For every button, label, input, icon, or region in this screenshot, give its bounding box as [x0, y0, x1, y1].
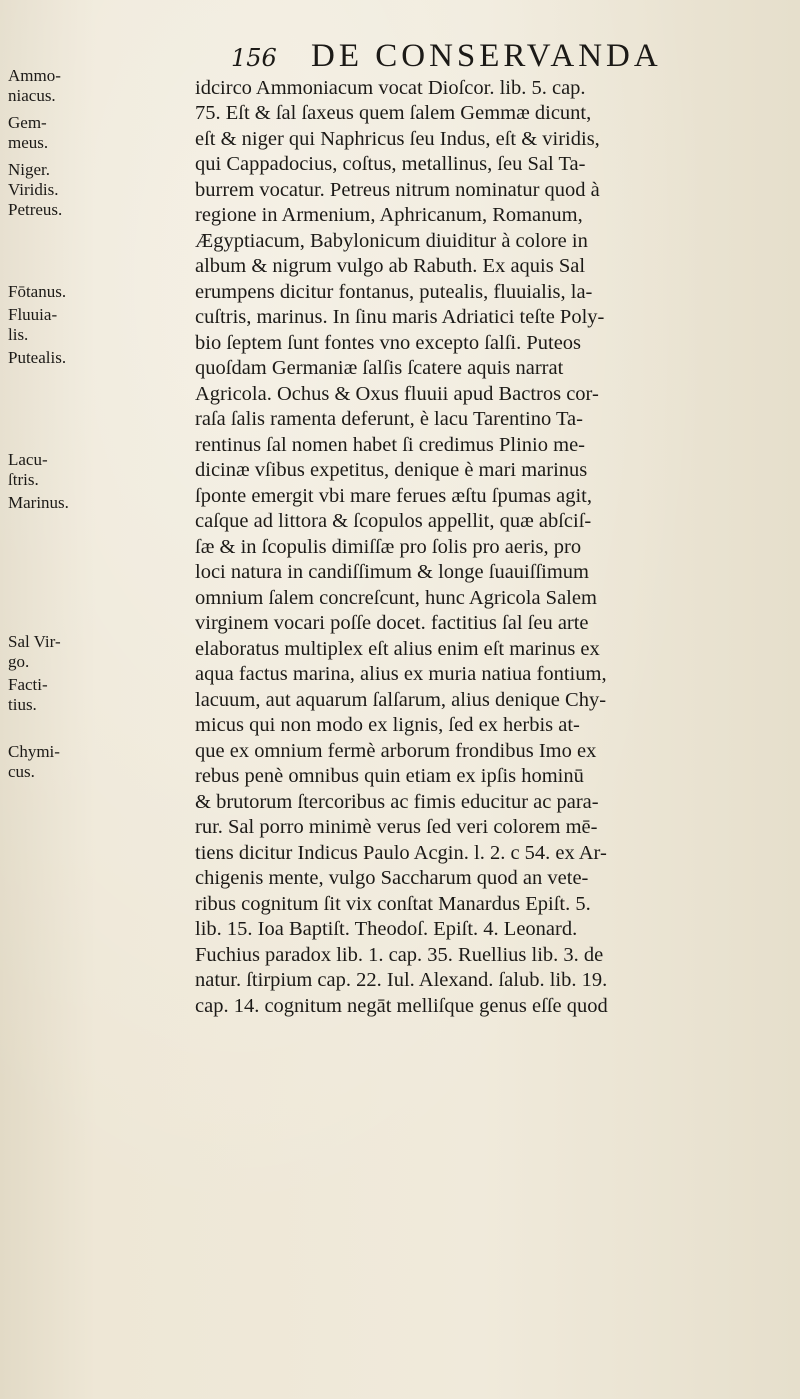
margin-note-line: go. — [8, 652, 30, 671]
margin-note-line: Ammo- — [8, 66, 61, 85]
margin-note-line: meus. — [8, 133, 49, 152]
text-line: ſponte emergit vbi mare ferues æſtu ſpumas agit, — [195, 485, 592, 507]
text-line: ribus cognitum ſit vix conſtat Manardus Epiſt. 5. — [195, 893, 591, 915]
text-line: omnium ſalem concreſcunt, hunc Agricola Salem — [195, 587, 597, 609]
text-line: Agricola. Ochus & Oxus fluuii apud Bactros cor- — [195, 383, 599, 405]
margin-note-line: Niger. — [8, 160, 51, 179]
text-line: aqua factus marina, alius ex muria natiua fontium, — [195, 663, 607, 685]
margin-note — [8, 493, 69, 513]
margin-note — [8, 348, 66, 368]
margin-note-line: Sal Vir- — [8, 632, 61, 651]
margin-note — [8, 200, 62, 220]
margin-note-line: lis. — [8, 325, 29, 344]
page-number: 156 — [231, 44, 277, 72]
margin-note — [8, 66, 61, 106]
margin-note-line: Viridis. — [8, 180, 59, 199]
text-line: rentinus ſal nomen habet ſi credimus Plinio me- — [195, 434, 585, 456]
margin-note — [8, 113, 48, 153]
text-line: 75. Eſt & ſal ſaxeus quem ſalem Gemmæ dicunt, — [195, 102, 592, 124]
margin-note — [8, 160, 58, 200]
text-line: idcirco Ammoniacum vocat Dioſcor. lib. 5. cap. — [195, 77, 586, 99]
margin-note — [8, 282, 66, 302]
margin-note — [8, 450, 48, 490]
text-line: rur. Sal porro minimè verus ſed veri colorem mē- — [195, 816, 598, 838]
text-line: chigenis mente, vulgo Saccharum quod an vete- — [195, 867, 589, 889]
text-line: cuſtris, marinus. In ſinu maris Adriatici teſte Poly- — [195, 306, 605, 328]
text-line: lacuum, aut aquarum ſalſarum, alius denique Chy- — [195, 689, 607, 711]
text-line: Fuchius paradox lib. 1. cap. 35. Ruellius lib. 3. de — [195, 944, 604, 966]
text-line: rebus penè omnibus quin etiam ex ipſis hominū — [195, 765, 584, 787]
margin-note-line: niacus. — [8, 86, 56, 105]
margin-note-line: ſtris. — [8, 470, 39, 489]
text-line: que ex omnium fermè arborum frondibus Imo ex — [195, 740, 597, 762]
margin-note-line: Petreus. — [8, 200, 63, 219]
text-line: Ægyptiacum, Babylonicum diuiditur à colore in — [195, 230, 588, 252]
text-line: regione in Armenium, Aphricanum, Romanum, — [195, 204, 583, 226]
margin-note-line: tius. — [8, 695, 37, 714]
text-line: loci natura in candiſſimum & longe ſuauiſſimum — [195, 561, 589, 583]
text-line: virginem vocari poſſe docet. factitius ſal ſeu arte — [195, 612, 589, 634]
margin-note — [8, 675, 48, 715]
text-line: ſæ & in ſcopulis dimiſſæ pro ſolis pro aeris, pro — [195, 536, 582, 558]
margin-note-line: Marinus. — [8, 493, 69, 512]
text-line: natur. ſtirpium cap. 22. Iul. Alexand. ſalub. lib. 19. — [195, 969, 608, 991]
text-line: quoſdam Germaniæ ſalſis ſcatere aquis narrat — [195, 357, 564, 379]
text-line: bio ſeptem ſunt fontes vno excepto ſalſi. Puteos — [195, 332, 582, 354]
margin-note-line: Putealis. — [8, 348, 67, 367]
margin-note-line: Fluuia- — [8, 305, 58, 324]
body-text — [195, 74, 795, 1384]
text-line: micus qui non modo ex lignis, ſed ex herbis at- — [195, 714, 580, 736]
text-line: lib. 15. Ioa Baptiſt. Theodoſ. Epiſt. 4. Leonard. — [195, 918, 578, 940]
running-head: DE CONSERVANDA — [311, 38, 662, 74]
margin-note-line: Facti- — [8, 675, 48, 694]
margin-note-line: cus. — [8, 762, 35, 781]
margin-note — [8, 305, 57, 345]
margin-note-line: Gem- — [8, 113, 47, 132]
margin-note-line: Fōtanus. — [8, 282, 67, 301]
text-line: erumpens dicitur fontanus, putealis, fluuialis, la- — [195, 281, 593, 303]
text-line: burrem vocatur. Petreus nitrum nominatur quod à — [195, 179, 600, 201]
text-line: & brutorum ſtercoribus ac fimis educitur ac para- — [195, 791, 599, 813]
margin-note — [8, 742, 60, 782]
text-line: elaboratus multiplex eſt alius enim eſt marinus ex — [195, 638, 600, 660]
margin-note-line: Chymi- — [8, 742, 60, 761]
margin-note-line: Lacu- — [8, 450, 48, 469]
text-line: caſque ad littora & ſcopulos appellit, quæ abſciſ- — [195, 510, 592, 532]
margin-note — [8, 632, 61, 672]
marginal-notes — [0, 0, 140, 1399]
text-line: eſt & niger qui Naphricus ſeu Indus, eſt & viridis, — [195, 128, 600, 150]
text-line: cap. 14. cognitum negāt melliſque genus eſſe quod — [195, 995, 608, 1017]
text-line: raſa ſalis ramenta deferunt, è lacu Tarentino Ta- — [195, 408, 583, 430]
text-line: qui Cappadocius, coſtus, metallinus, ſeu Sal Ta- — [195, 153, 586, 175]
text-line: dicinæ vſibus expetitus, denique è mari marinus — [195, 459, 588, 481]
text-line: tiens dicitur Indicus Paulo Acgin. l. 2. c 54. ex Ar- — [195, 842, 607, 864]
text-line: album & nigrum vulgo ab Rabuth. Ex aquis Sal — [195, 255, 586, 277]
